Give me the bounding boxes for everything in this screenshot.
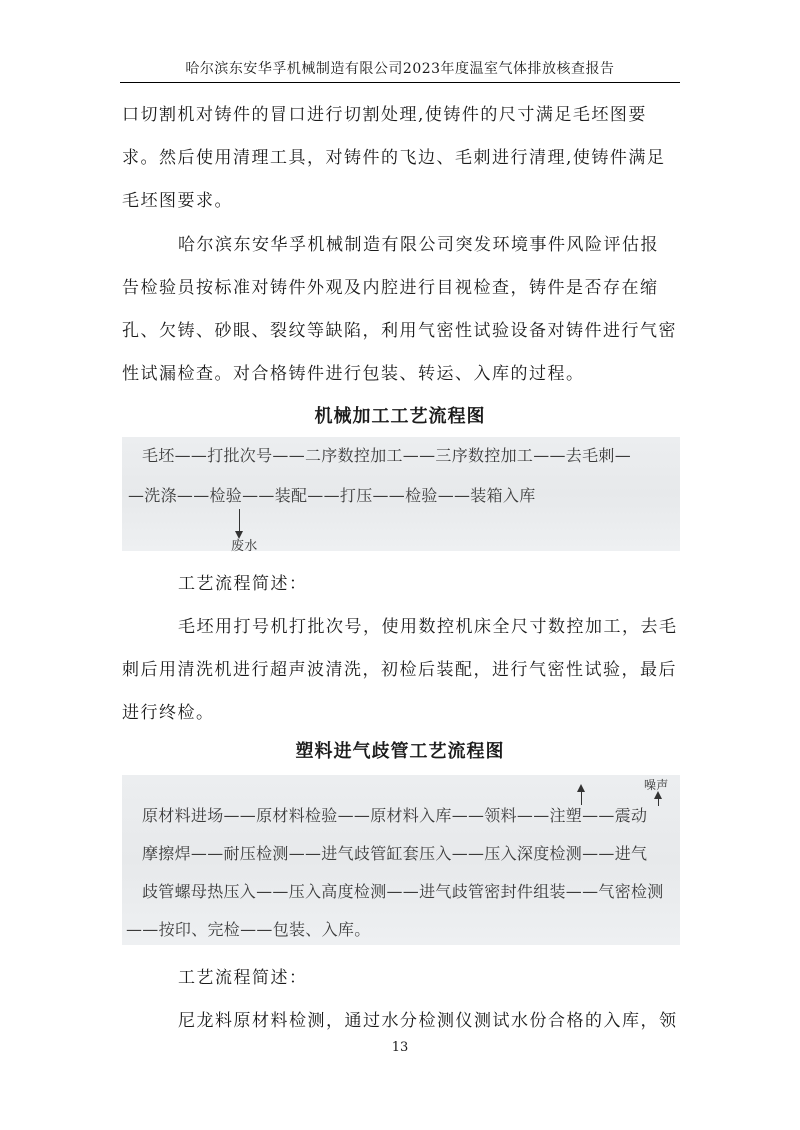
machining-flow-heading: 机械加工工艺流程图 [314,406,486,427]
flow-line: 摩擦焊——耐压检测——进气歧管缸套压入——压入深度检测——进气 [142,844,648,863]
machining-summary-title: 工艺流程简述： [178,574,308,594]
plastic-summary-line: 尼龙料原材料检测，通过水分检测仪测试水份合格的入库，领 [178,1011,678,1031]
text-line: 口切割机对铸件的冒口进行切割处理,使铸件的尺寸满足毛坯图要 [122,105,647,125]
machining-flow-diagram [122,437,680,554]
text-line: 性试漏检查。对合格铸件进行包装、转运、入库的过程。 [122,364,585,384]
waste-water-label: 废水 [231,539,258,554]
flow-line: ——按印、完检——包装、入库。 [126,920,371,939]
text-line: 哈尔滨东安华孚机械制造有限公司突发环境事件风险评估报 [178,235,659,255]
waste-arrow-shaft [239,509,240,533]
text-line: 求。然后使用清理工具，对铸件的飞边、毛刺进行清理,使铸件满足 [122,148,666,168]
flow-line: 原材料进场——原材料检验——原材料入库——领料——注塑——震动 [142,806,648,825]
text-line: 进行终检。 [122,703,215,723]
noise-label: 噪声 [644,778,669,792]
text-line: 告检验员按标准对铸件外观及内腔进行目视检查，铸件是否存在缩 [122,278,659,298]
plastic-summary-title: 工艺流程简述： [178,968,308,988]
flow-line: 毛坯——打批次号——二序数控加工——三序数控加工——去毛刺— [142,446,632,465]
text-line: 刺后用清洗机进行超声波清洗，初检后装配，进行气密性试验，最后 [122,660,677,680]
text-line: 毛坯用打号机打批次号，使用数控机床全尺寸数控加工，去毛 [178,617,678,637]
flow-line: —洗涤——检验——装配——打压——检验——装箱入库 [128,486,536,505]
plastic-flow-diagram [122,775,680,945]
page-number: 13 [391,1040,409,1055]
noise-arrow-shaft [658,798,659,806]
report-header-title: 哈尔滨东安华孚机械制造有限公司2023年度温室气体排放核查报告 [185,61,615,77]
text-line: 毛坯图要求。 [122,191,233,211]
flow-line: 歧管螺母热压入——压入高度检测——进气歧管密封件组装——气密检测 [142,882,664,901]
text-line: 孔、欠铸、砂眼、裂纹等缺陷，利用气密性试验设备对铸件进行气密 [122,321,677,341]
header-divider [120,82,680,83]
plastic-flow-heading: 塑料进气歧管工艺流程图 [295,741,505,762]
